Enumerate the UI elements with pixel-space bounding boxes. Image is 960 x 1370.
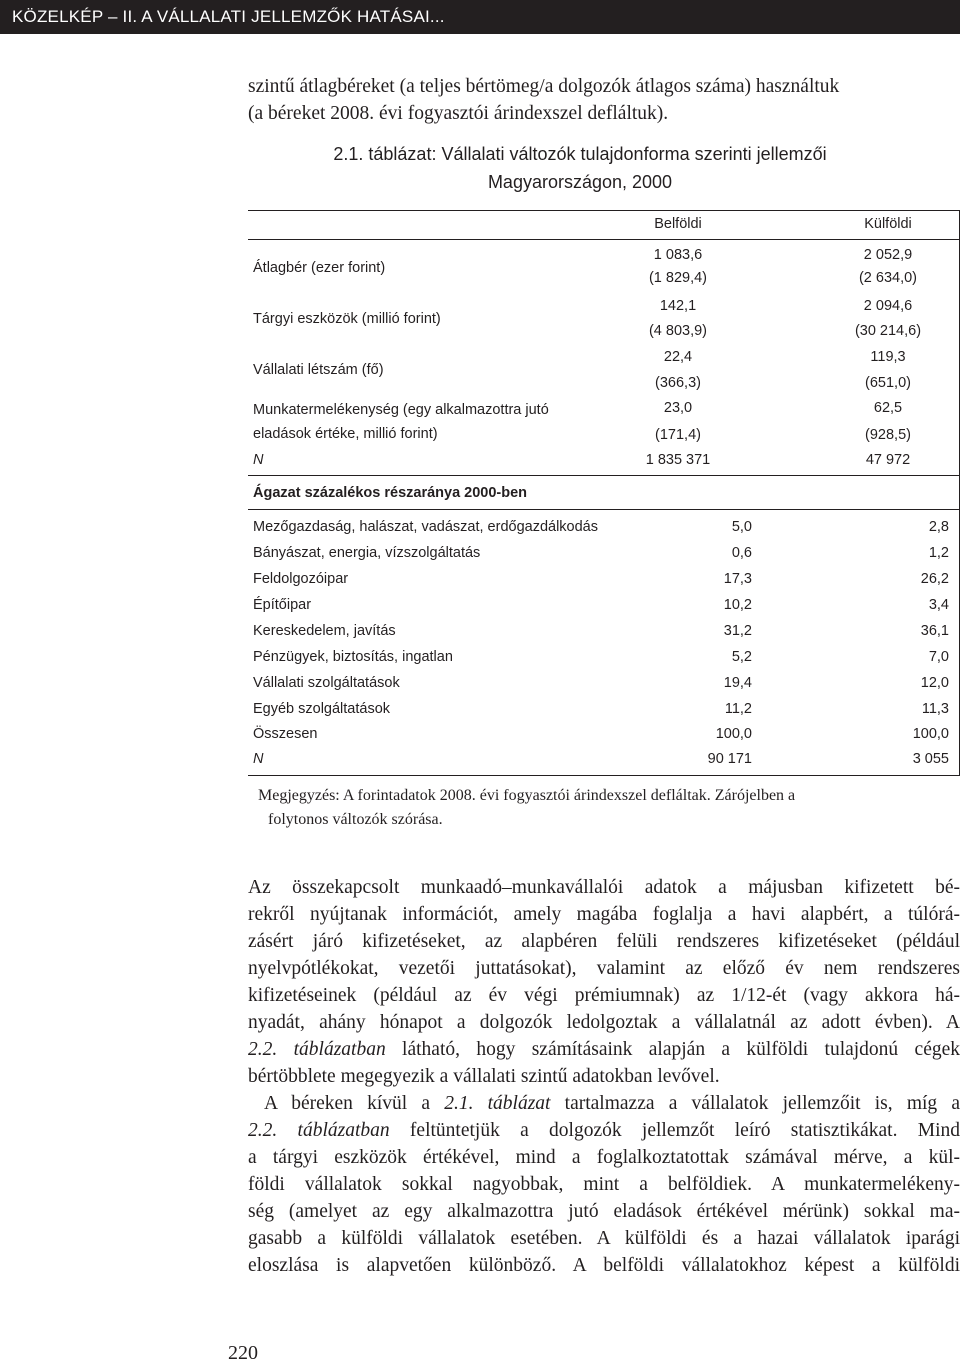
cell-kulfoldi-n: 47 972: [865, 452, 911, 468]
table-note: [258, 784, 958, 832]
sector-cell-belfoldi: 17,3: [723, 571, 752, 587]
cell-belfoldi-sd: (171,4): [655, 427, 701, 443]
body-text-span: tartalmazza a vállalatok jellemzőit is, míg a: [550, 1093, 960, 1114]
sector-cell-kulfoldi: 36,1: [920, 623, 949, 639]
sector-cell-kulfoldi: 11,3: [921, 701, 949, 717]
table-reference: 2.1. táblázat: [444, 1093, 551, 1114]
body-line: [248, 1036, 960, 1063]
sector-cell-belfoldi: 11,2: [724, 701, 752, 717]
section-rule: [248, 475, 960, 476]
sector-cell-belfoldi: 0,6: [731, 545, 752, 561]
table-caption: 2.1. táblázat: Vállalati változók tulajdonforma szerinti jellemzői: [333, 144, 827, 164]
cell-belfoldi-sd: (366,3): [655, 375, 701, 391]
cell-belfoldi-sd: (1 829,4): [648, 270, 708, 286]
cell-kulfoldi-sd: (2 634,0): [858, 270, 918, 286]
sector-cell-kulfoldi: 12,0: [920, 675, 949, 691]
sector-cell-kulfoldi: 1,2: [928, 545, 949, 561]
col-header-kulfoldi: Külföldi: [864, 216, 912, 232]
sector-row-label: Mezőgazdaság, halászat, vadászat, erdőgazdálkodás: [253, 519, 598, 535]
body-text-span: feltüntetjük a dolgozók jellemzőt leíró statisztikákat. Mind: [389, 1120, 960, 1141]
sector-cell-belfoldi: 19,4: [723, 675, 752, 691]
body-line: kifizetéseinek (például az év végi prémiumnak) az 1/12-ét (vagy akkora há-: [248, 985, 960, 1006]
cell-kulfoldi: 62,5: [873, 400, 903, 416]
sector-cell-belfoldi: 5,2: [731, 649, 752, 665]
cell-kulfoldi-sd: (651,0): [865, 375, 911, 391]
body-line: [248, 1090, 960, 1117]
cell-belfoldi: 142,1: [659, 298, 697, 314]
body-line: gasabb a külföldi vállalatok esetében. A külföldi és a hazai vállalatok iparági: [248, 1228, 960, 1249]
body-line: [248, 1117, 960, 1144]
table-caption-subtitle: Magyarországon, 2000: [487, 172, 673, 192]
body-text-span: A béreken kívül a: [264, 1093, 445, 1114]
sector-row-label: Összesen: [253, 726, 318, 742]
intro-line: (a béreket 2008. évi fogyasztói árindexszel defláltuk).: [248, 103, 669, 124]
sector-cell-kulfoldi: 7,0: [928, 649, 949, 665]
sector-cell-belfoldi: 10,2: [723, 597, 752, 613]
sector-cell-belfoldi: 5,0: [731, 519, 752, 535]
body-line: rekről nyújtanak információt, amely magába foglalja a havi alapbért, a túlórá-: [248, 904, 960, 925]
body-line: zásért járó kifizetéseket, az alapbéren felüli rendszeres kifizetéseket (például: [248, 931, 960, 952]
sector-row-label: Bányászat, energia, vízszolgáltatás: [253, 545, 481, 561]
note-line: Megjegyzés: A forintadatok 2008. évi fogyasztói árindexszel defláltak. Zárójelben a: [258, 787, 796, 804]
cell-belfoldi: 22,4: [663, 349, 693, 365]
sector-cell-belfoldi: 31,2: [723, 623, 752, 639]
intro-paragraph: [248, 73, 960, 127]
data-table: [248, 210, 960, 780]
sector-cell-kulfoldi: 2,8: [928, 519, 949, 535]
sector-row-label: Pénzügyek, biztosítás, ingatlan: [253, 649, 453, 665]
sector-cell-kulfoldi: 3,4: [928, 597, 949, 613]
sector-cell-kulfoldi: 100,0: [912, 726, 949, 742]
sector-row-label: Egyéb szolgáltatások: [253, 701, 391, 717]
sector-row-label: Építőipar: [253, 597, 312, 613]
sector-row-label: Feldolgozóipar: [253, 571, 349, 587]
body-line: földi vállalatok sokkal nagyobbak, mint a belföldiek. A munkatermelékeny-: [248, 1174, 960, 1195]
cell-kulfoldi-sd: (30 214,6): [854, 323, 922, 339]
sector-cell-belfoldi: 100,0: [715, 726, 752, 742]
sector-cell-belfoldi-n: 90 171: [707, 751, 752, 767]
cell-kulfoldi: 2 094,6: [863, 298, 913, 314]
sector-cell-kulfoldi-n: 3 055: [912, 751, 949, 767]
row-label-n: N: [253, 452, 264, 468]
cell-kulfoldi-sd: (928,5): [865, 427, 911, 443]
cell-kulfoldi: 119,3: [870, 349, 906, 365]
body-line: a tárgyi eszközök értékével, mind a foglalkoztatottak számával mérve, a kül-: [248, 1147, 960, 1168]
body-line: eloszlása is alapvetően különböző. A belföldi vállalatokhoz képest a külföldi: [248, 1255, 960, 1276]
table-reference: 2.2. táblázatban: [248, 1039, 386, 1060]
row-label: Átlagbér (ezer forint): [253, 260, 386, 276]
body-text-span: látható, hogy számításaink alapján a külföldi tulajdonú cégek: [385, 1039, 960, 1060]
body-line: bértöbblete megegyezik a vállalati szintű adatokban levővel.: [248, 1066, 720, 1087]
running-header-bar: [0, 0, 960, 34]
row-label: Tárgyi eszközök (millió forint): [253, 311, 441, 327]
col-header-belfoldi: Belföldi: [654, 216, 702, 232]
cell-belfoldi: 23,0: [663, 400, 693, 416]
body-paragraph: [248, 874, 960, 1279]
row-label: Munkatermelékenység (egy alkalmazottra jutó: [253, 402, 549, 418]
table-top-rule: [248, 210, 960, 211]
row-label: Vállalati létszám (fő): [253, 362, 384, 378]
page-number: 220: [228, 1342, 258, 1364]
sector-cell-kulfoldi: 26,2: [920, 571, 949, 587]
table-bottom-rule: [248, 775, 960, 776]
sector-row-label-n: N: [253, 751, 264, 767]
cell-kulfoldi: 2 052,9: [863, 247, 913, 263]
section-title-rule: [248, 509, 960, 510]
body-line: nyadát, ahány hónapot a dolgozók ledolgoztak a vállalatnál az adott évben). A: [248, 1012, 960, 1033]
sector-row-label: Vállalati szolgáltatások: [253, 675, 400, 691]
section-title: Ágazat százalékos részaránya 2000-ben: [253, 485, 528, 501]
intro-line: szintű átlagbéreket (a teljes bértömeg/a dolgozók átlagos száma) használtuk: [248, 76, 840, 97]
header-rule: [248, 239, 960, 240]
body-line: Az összekapcsolt munkaadó–munkavállalói adatok a májusban kifizetett bé-: [248, 877, 960, 898]
cell-belfoldi: 1 083,6: [653, 247, 703, 263]
note-line: folytonos változók szórása.: [268, 811, 443, 828]
body-line: ség (amelyet az egy alkalmazottra jutó eladások értékével mérünk) sokkal ma-: [248, 1201, 960, 1222]
cell-belfoldi-sd: (4 803,9): [648, 323, 708, 339]
sector-row-label: Kereskedelem, javítás: [253, 623, 396, 639]
cell-belfoldi-n: 1 835 371: [645, 452, 711, 468]
body-line: nyelvpótlékokat, vezetői juttatásokat), valamint az előző év nem rendszeres: [248, 958, 960, 979]
table-reference: 2.2. táblázatban: [248, 1120, 390, 1141]
running-header-title: KÖZELKÉP – II. A VÁLLALATI JELLEMZŐK HATÁSAI...: [12, 7, 445, 26]
row-label-cont: eladások értéke, millió forint): [253, 426, 438, 442]
